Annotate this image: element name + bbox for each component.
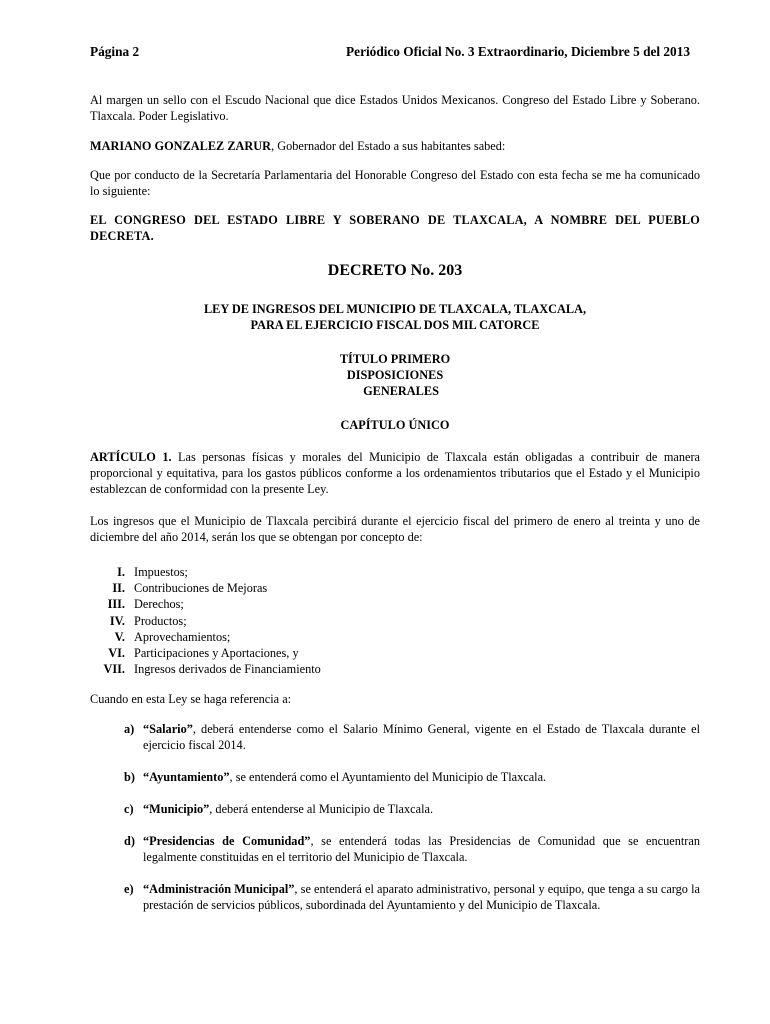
article-1-paragraph <box>90 449 700 497</box>
definition-letter: c) <box>124 802 134 817</box>
list-item <box>90 580 700 596</box>
governor-paragraph <box>90 138 700 154</box>
definition-text: , se entenderá todas las Presidencias de Comunidad que se encuentran legalmente constituidas en el territorio del Municipio de Tlaxcala. <box>143 834 700 865</box>
title-heading-line: TÍTULO PRIMERO <box>339 352 451 366</box>
definition-body <box>143 721 700 753</box>
definition-body <box>143 881 700 913</box>
list-item-number: V. <box>114 629 125 644</box>
list-item <box>90 564 700 580</box>
definition-text: , se entenderá como el Ayuntamiento del Municipio de Tlaxcala. <box>229 770 547 785</box>
list-item-number: VII. <box>103 662 125 677</box>
list-item-text: Contribuciones de Mejoras <box>134 581 268 596</box>
references-intro: Cuando en esta Ley se haga referencia a: <box>90 692 292 707</box>
definition-item <box>124 801 700 817</box>
law-title-line: LEY DE INGRESOS DEL MUNICIPIO DE TLAXCALA, TLAXCALA, <box>203 302 587 316</box>
document-page <box>90 44 700 929</box>
chapter-heading: CAPÍTULO ÚNICO <box>340 418 450 432</box>
governor-name: MARIANO GONZALEZ ZARUR <box>90 139 272 153</box>
definition-item <box>124 721 700 753</box>
definition-text: , deberá entenderse al Municipio de Tlaxcala. <box>209 802 434 817</box>
definition-body <box>143 833 700 865</box>
title-heading-line: GENERALES <box>363 384 439 398</box>
definition-item <box>124 881 700 913</box>
definitions-list <box>90 721 700 913</box>
income-list <box>90 564 700 677</box>
list-item-text: Impuestos; <box>134 565 188 579</box>
list-item-text: Ingresos derivados de Financiamiento <box>134 662 321 677</box>
list-item-number: III. <box>107 597 125 612</box>
list-item-text: Participaciones y Aportaciones, y <box>134 645 299 660</box>
title-heading <box>90 351 700 399</box>
congress-decree-paragraph: EL CONGRESO DEL ESTADO LIBRE Y SOBERANO DE TLAXCALA, A NOMBRE DEL PUEBLO DECRETA. <box>90 213 700 243</box>
definition-letter: a) <box>124 722 135 737</box>
page-header <box>90 44 700 62</box>
definition-body <box>143 801 700 817</box>
article-1-text: Las personas físicas y morales del Municipio de Tlaxcala están obligadas a contribuir de manera proporcional y equitativa, para los gastos públicos conforme a los ordenamientos tributarios que el Estado y el Municipio establezcan de conformidad con la presente Ley. <box>90 450 701 496</box>
definition-term: “Ayuntamiento” <box>143 770 230 785</box>
definition-text: , deberá entenderse como el Salario Mínimo General, vigente en el Estado de Tlaxcala durante el ejercicio fiscal 2014. <box>143 722 700 753</box>
definition-item <box>124 769 700 785</box>
article-1-label: ARTÍCULO 1. <box>90 450 172 464</box>
list-item-number: I. <box>117 565 125 579</box>
definition-term: “Administración Municipal” <box>143 882 295 897</box>
list-item-number: II. <box>112 581 125 596</box>
definition-letter: d) <box>124 834 135 849</box>
definition-term: “Municipio” <box>143 802 210 817</box>
page-number-label: Página 2 <box>90 44 140 59</box>
definition-item <box>124 833 700 865</box>
communication-paragraph: Que por conducto de la Secretaría Parlamentaria del Honorable Congreso del Estado con esta fecha se me ha comunicado lo siguiente: <box>90 168 700 198</box>
list-item-number: VI. <box>108 645 125 660</box>
law-title-line: PARA EL EJERCICIO FISCAL DOS MIL CATORCE <box>250 318 540 332</box>
definition-body <box>143 769 700 785</box>
title-heading-line: DISPOSICIONES <box>346 368 444 382</box>
list-item <box>90 613 700 629</box>
seal-paragraph: Al margen un sello con el Escudo Nacional que dice Estados Unidos Mexicanos. Congreso del Estado Libre y Soberano. Tlaxcala. Poder Legislativo. <box>90 93 700 123</box>
decree-number: DECRETO No. 203 <box>327 262 463 279</box>
list-item-text: Productos; <box>134 613 187 628</box>
list-item <box>90 661 700 677</box>
list-item <box>90 629 700 645</box>
income-intro-paragraph: Los ingresos que el Municipio de Tlaxcala percibirá durante el ejercicio fiscal del primero de enero al treinta y uno de diciembre del año 2014, serán los que se obtengan por concepto de: <box>90 514 700 544</box>
list-item-text: Derechos; <box>134 597 184 612</box>
definition-text: , se entenderá el aparato administrativo, personal y equipo, que tenga a su cargo la prestación de servicios públicos, subordinada del Ayuntamiento y del Municipio de Tlaxcala. <box>143 882 700 913</box>
definition-letter: b) <box>124 770 135 785</box>
list-item-text: Aprovechamientos; <box>134 629 231 644</box>
list-item <box>90 645 700 661</box>
definition-term: “Presidencias de Comunidad” <box>143 834 311 849</box>
list-item-number: IV. <box>109 613 125 628</box>
list-item <box>90 596 700 612</box>
governor-text: , Gobernador del Estado a sus habitantes sabed: <box>271 139 506 153</box>
periodical-title: Periódico Oficial No. 3 Extraordinario, Diciembre 5 del 2013 <box>346 44 690 59</box>
definition-term: “Salario” <box>143 722 193 737</box>
definition-letter: e) <box>124 882 134 897</box>
law-title <box>90 301 700 333</box>
